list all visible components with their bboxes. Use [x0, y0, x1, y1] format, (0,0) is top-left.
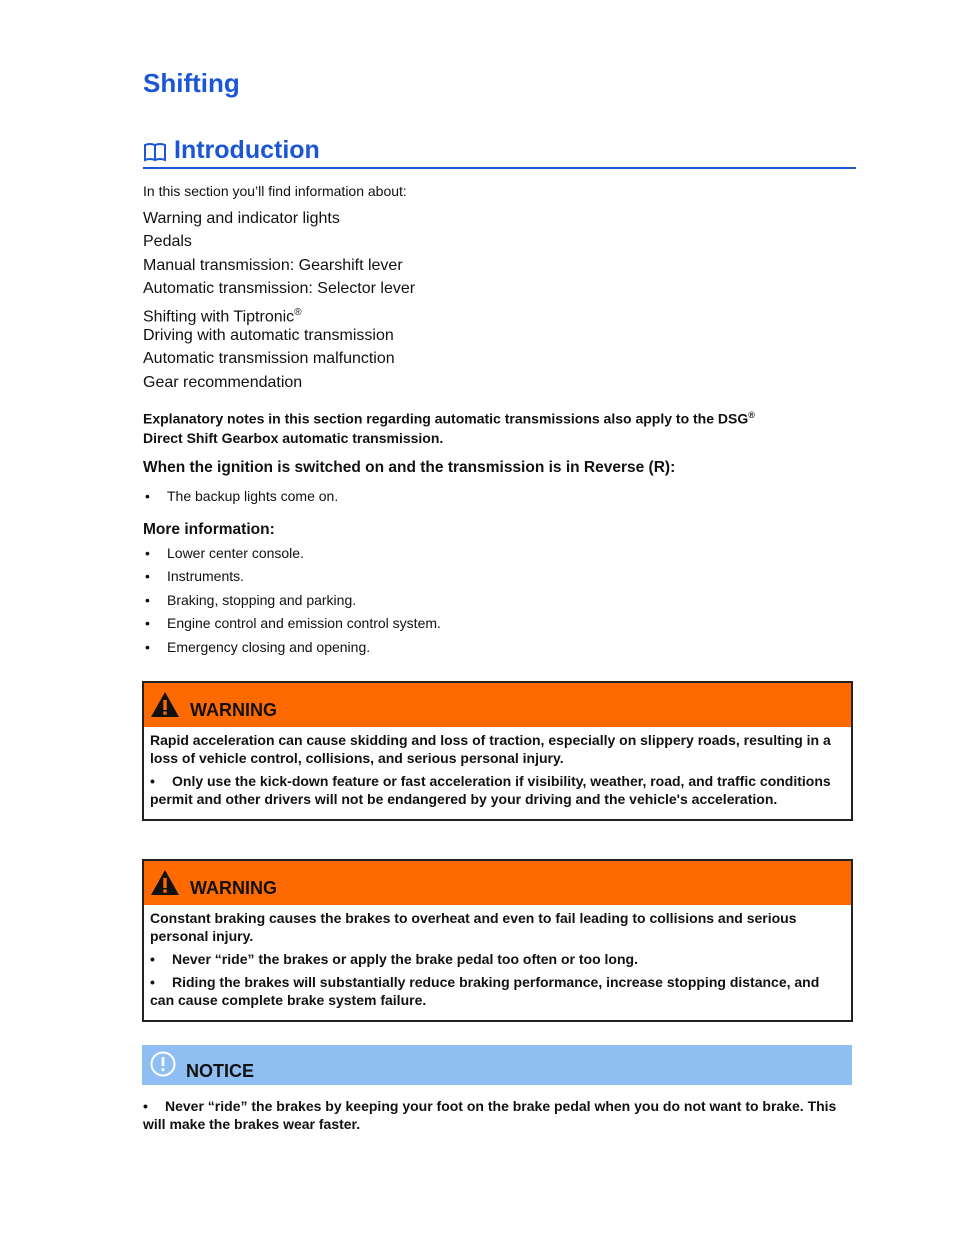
- warning-box: [142, 859, 853, 1022]
- list-item-text: Instruments.: [167, 568, 245, 585]
- registered-mark: ®: [748, 410, 755, 420]
- warning-item: [150, 950, 845, 968]
- notice-body: [143, 1097, 843, 1133]
- section-title: Introduction: [174, 136, 320, 164]
- list-item: [143, 589, 441, 612]
- registered-mark: ®: [294, 306, 302, 318]
- warning-header: [144, 683, 851, 727]
- notice-item-text: Never “ride” the brakes by keeping your foot on the brake pedal when you do not want to brake. This will make the brakes wear faster.: [143, 1098, 837, 1132]
- exclamation-circle-icon: [150, 1051, 176, 1077]
- bullet-icon: •: [145, 568, 150, 585]
- warning-label: WARNING: [190, 878, 277, 898]
- topic-item: Automatic transmission: Selector lever: [143, 280, 416, 298]
- notice-header: [142, 1045, 852, 1085]
- bullet-icon: •: [145, 638, 150, 655]
- open-book-icon: [143, 141, 167, 163]
- warning-triangle-icon: [150, 869, 180, 896]
- topic-item: Driving with automatic transmission: [143, 326, 394, 344]
- list-item-text: Braking, stopping and parking.: [167, 591, 357, 608]
- intro-lead-text: In this section you’ll find information about:: [143, 183, 407, 199]
- dsg-note-line2: Direct Shift Gearbox automatic transmission.: [143, 429, 444, 446]
- bullet-icon: •: [150, 974, 155, 990]
- list-item-text: Lower center console.: [167, 545, 304, 561]
- bullet-icon: •: [145, 488, 150, 504]
- topic-item: Pedals: [143, 233, 192, 251]
- notice-label: NOTICE: [186, 1061, 255, 1081]
- warning-label: WARNING: [190, 700, 277, 720]
- topic-item: Warning and indicator lights: [143, 210, 340, 227]
- section-header: [143, 135, 856, 169]
- bullet-icon: •: [145, 615, 150, 632]
- warning-triangle-icon: [150, 691, 180, 718]
- more-info-heading: More information:: [143, 521, 275, 538]
- bullet-icon: •: [145, 591, 150, 608]
- reverse-heading: When the ignition is switched on and the transmission is in Reverse (R):: [143, 459, 676, 476]
- page-title: Shifting: [143, 68, 240, 98]
- warning-header: [144, 861, 851, 905]
- warning-intro: Constant braking causes the brakes to overheat and even to fail leading to collisions and serious personal injury.: [150, 910, 797, 944]
- dsg-note: [143, 406, 843, 448]
- list-item: [143, 565, 441, 588]
- reverse-list: [143, 485, 338, 508]
- topic-item: Gear recommendation: [143, 373, 303, 391]
- topic-item: Manual transmission: Gearshift lever: [143, 256, 403, 274]
- more-info-list: [143, 542, 441, 659]
- warning-body: [144, 905, 851, 1020]
- warning-item-text: Only use the kick-down feature or fast acceleration if visibility, weather, road, and traffic conditions permit and other drivers will not be endangered by your driving and the vehicle's acceleration.: [150, 773, 831, 807]
- warning-item: [150, 772, 845, 808]
- list-item: [143, 636, 441, 659]
- topic-item: [143, 301, 415, 324]
- bullet-icon: •: [143, 1098, 148, 1114]
- bullet-icon: •: [150, 773, 155, 789]
- warning-item-text: Riding the brakes will substantially reduce braking performance, increase stopping distance, and can cause complete brake system failure.: [150, 974, 820, 1008]
- list-item-text: The backup lights come on.: [167, 488, 339, 504]
- topic-item: Automatic transmission malfunction: [143, 350, 395, 368]
- warning-item: [150, 973, 845, 1009]
- list-item-text: Emergency closing and opening.: [167, 638, 371, 655]
- dsg-note-line1: Explanatory notes in this section regarding automatic transmissions also apply to the DSG: [143, 410, 749, 427]
- bullet-icon: •: [150, 951, 155, 967]
- warning-body: [144, 727, 851, 819]
- list-item: [143, 612, 441, 635]
- topic-item-text: Shifting with Tiptronic: [143, 307, 295, 325]
- warning-box: [142, 681, 853, 821]
- topic-list: [143, 207, 415, 394]
- list-item-text: Engine control and emission control system.: [167, 615, 441, 632]
- list-item: [143, 485, 338, 508]
- warning-intro: Rapid acceleration can cause skidding and loss of traction, especially on slippery roads, resulting in a loss of vehicle control, collisions, and serious personal injury.: [150, 732, 831, 766]
- warning-item-text: Never “ride” the brakes or apply the brake pedal too often or too long.: [172, 951, 638, 967]
- bullet-icon: •: [145, 545, 150, 561]
- list-item: [143, 542, 441, 565]
